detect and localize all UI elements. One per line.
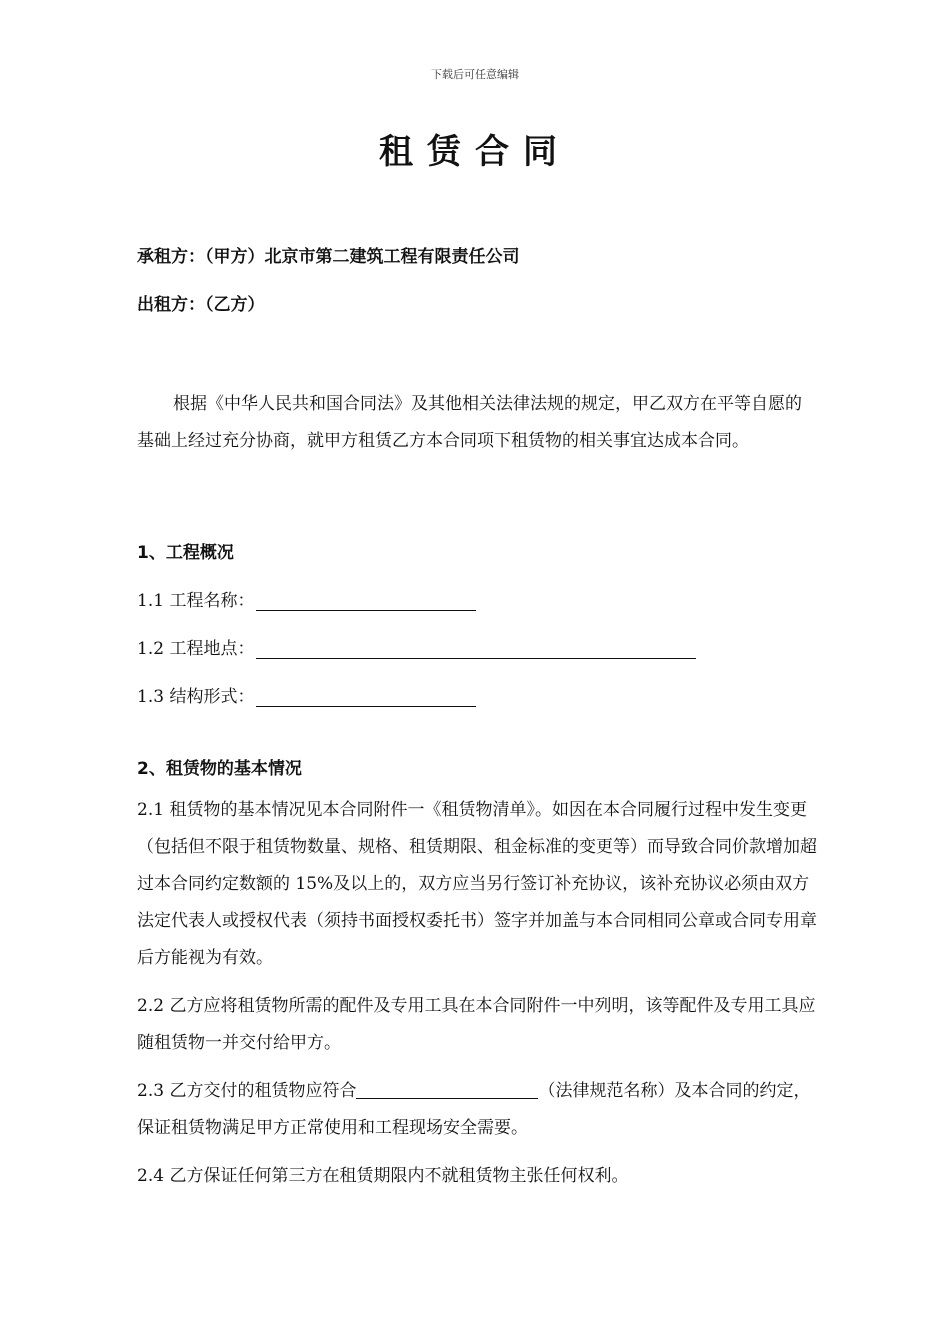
- intro-paragraph: 根据《中华人民共和国合同法》及其他相关法律法规的规定，甲乙双方在平等自愿的基础上经过充分协商，就甲方租赁乙方本合同项下租赁物的相关事宜达成本合同。: [137, 394, 802, 451]
- document-title: 租赁合同: [379, 132, 571, 172]
- structure-type-blank: [256, 690, 476, 707]
- project-location-label: 1.2 工程地点：: [137, 639, 255, 659]
- clause-2-3-after: （法律规范名称）及本合同的约定，保证租赁物满足甲方正常使用和工程现场安全需要。: [137, 1081, 811, 1138]
- clause-2-3-before: 2.3 乙方交付的租赁物应符合: [137, 1081, 357, 1101]
- lessor-line: 出租方：（乙方）: [137, 295, 265, 315]
- project-name-field: [137, 586, 476, 611]
- project-location-blank: [256, 642, 696, 659]
- header-note: 下载后可任意编辑: [431, 68, 519, 81]
- section-1-heading: 1、工程概况: [137, 543, 234, 563]
- clause-2-2: 2.2 乙方应将租赁物所需的配件及专用工具在本合同附件一中列明，该等配件及专用工具应随租赁物一并交付给甲方。: [137, 996, 816, 1053]
- project-name-label: 1.1 工程名称：: [137, 591, 255, 611]
- project-location-field: [137, 634, 696, 659]
- clause-2-3: [137, 1073, 817, 1147]
- clause-2-4: 2.4 乙方保证任何第三方在租赁期限内不就租赁物主张任何权利。: [137, 1166, 629, 1186]
- structure-type-field: [137, 682, 476, 707]
- structure-type-label: 1.3 结构形式：: [137, 687, 255, 707]
- clause-2-3-blank: [356, 1080, 538, 1099]
- section-2-heading: 2、租赁物的基本情况: [137, 759, 302, 779]
- clause-2-1: 2.1 租赁物的基本情况见本合同附件一《租赁物清单》。如因在本合同履行过程中发生变更（包括但不限于租赁物数量、规格、租赁期限、租金标准的变更等）而导致合同价款增加超过本合同约定数额的 15%及以上的，双方应当另行签订补充协议，该补充协议必须由双方法定代表人或授权代表（须持书面授权委托书）签字并加盖与本合同相同公章或合同专用章后方能视为有效。: [137, 800, 817, 968]
- project-name-blank: [256, 594, 476, 611]
- lessee-line: 承租方：（甲方）北京市第二建筑工程有限责任公司: [137, 247, 520, 267]
